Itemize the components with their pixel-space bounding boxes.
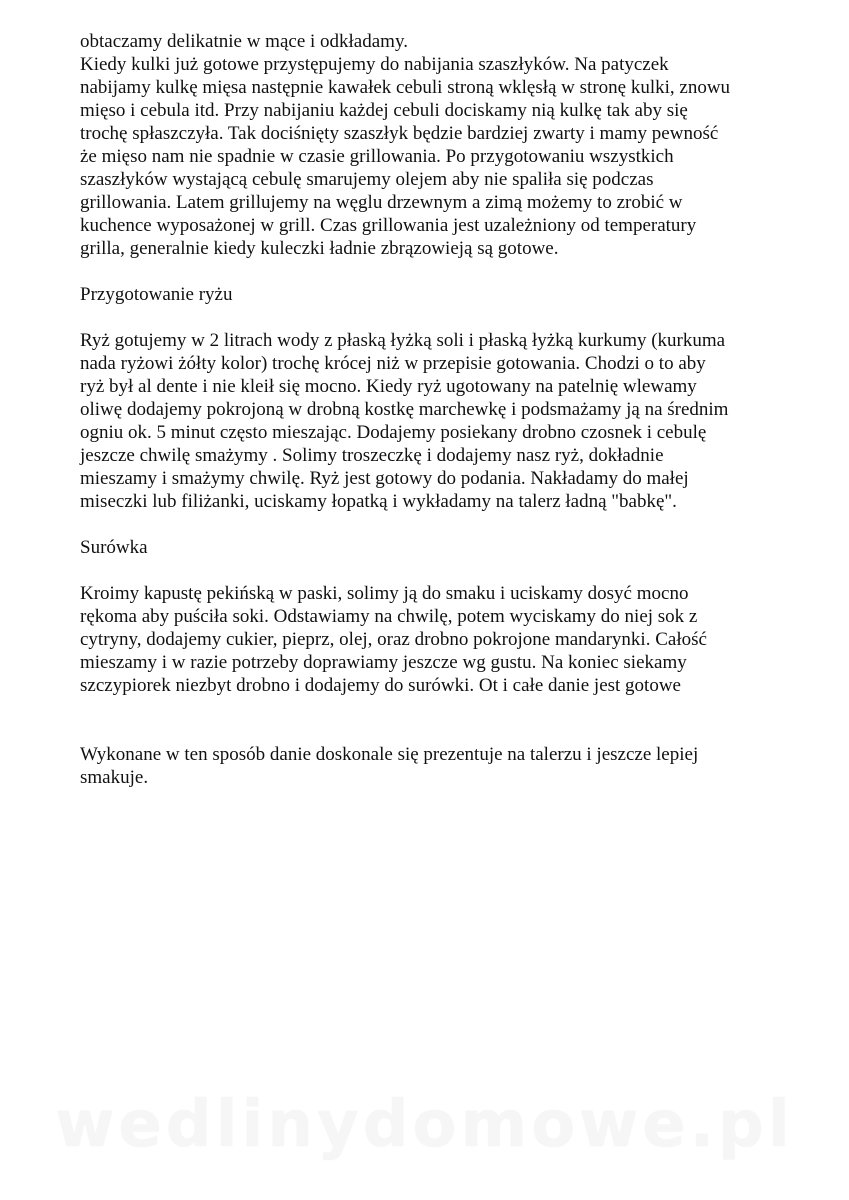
paragraph-shashlik-instructions: obtaczamy delikatnie w mące i odkładamy. Kiedy kulki już gotowe przystępujemy do nabijania szaszłyków. Na patyczek nabijamy kulkę mięsa następnie kawałek cebuli stroną wklęsłą w stronę kulki, znowu mięso i cebula itd. Przy nabijaniu każdej cebuli dociskamy nią kulkę tak aby się trochę spłaszczyła. Tak dociśnięty szaszłyk będzie bardziej zwarty i mamy pewność że mięso nam nie spadnie w czasie grillowania. Po przygotowaniu wszystkich szaszłyków wystającą cebulę smarujemy olejem aby nie spaliła się podczas grillowania. Latem grillujemy na węglu drzewnym a zimą możemy to zrobić w kuchence wyposażonej w grill. Czas grillowania jest uzależniony od temperatury grilla, generalnie kiedy kuleczki ładnie zbrązowieją są gotowe. bbox=[80, 31, 731, 259]
document-body bbox=[80, 30, 780, 789]
watermark-logo: wedlinydomowe.pl bbox=[55, 1088, 794, 1162]
paragraph-closing: Wykonane w ten sposób danie doskonale się prezentuje na talerzu i jeszcze lepiej smakuje. bbox=[80, 744, 699, 788]
paragraph-rice-instructions: Ryż gotujemy w 2 litrach wody z płaską łyżką soli i płaską łyżką kurkumy (kurkuma nada ryżowi żółty kolor) trochę krócej niż w przepisie gotowania. Chodzi o to aby ryż był al dente i nie kleił się mocno. Kiedy ryż ugotowany na patelnię wlewamy oliwę dodajemy pokrojoną w drobną kostkę marchewkę i podsmażamy ją na średnim ogniu ok. 5 minut często mieszając. Dodajemy posiekany drobno czosnek i cebulę jeszcze chwilę smażymy . Solimy troszeczkę i dodajemy nasz ryż, dokładnie mieszamy i smażymy chwilę. Ryż jest gotowy do podania. Nakładamy do małej miseczki lub filiżanki, uciskamy łopatką i wykładamy na talerz ładną "babkę". bbox=[80, 330, 729, 512]
paragraph-salad-instructions: Kroimy kapustę pekińską w paski, solimy ją do smaku i uciskamy dosyć mocno rękoma aby puściła soki. Odstawiamy na chwilę, potem wyciskamy do niej sok z cytryny, dodajemy cukier, pieprz, olej, oraz drobno pokrojone mandarynki. Całość mieszamy i w razie potrzeby doprawiamy jeszcze wg gustu. Na koniec siekamy szczypiorek niezbyt drobno i dodajemy do surówki. Ot i całe danie jest gotowe bbox=[80, 583, 707, 696]
section-heading-salad: Surówka bbox=[80, 537, 148, 558]
section-heading-rice: Przygotowanie ryżu bbox=[80, 284, 233, 305]
